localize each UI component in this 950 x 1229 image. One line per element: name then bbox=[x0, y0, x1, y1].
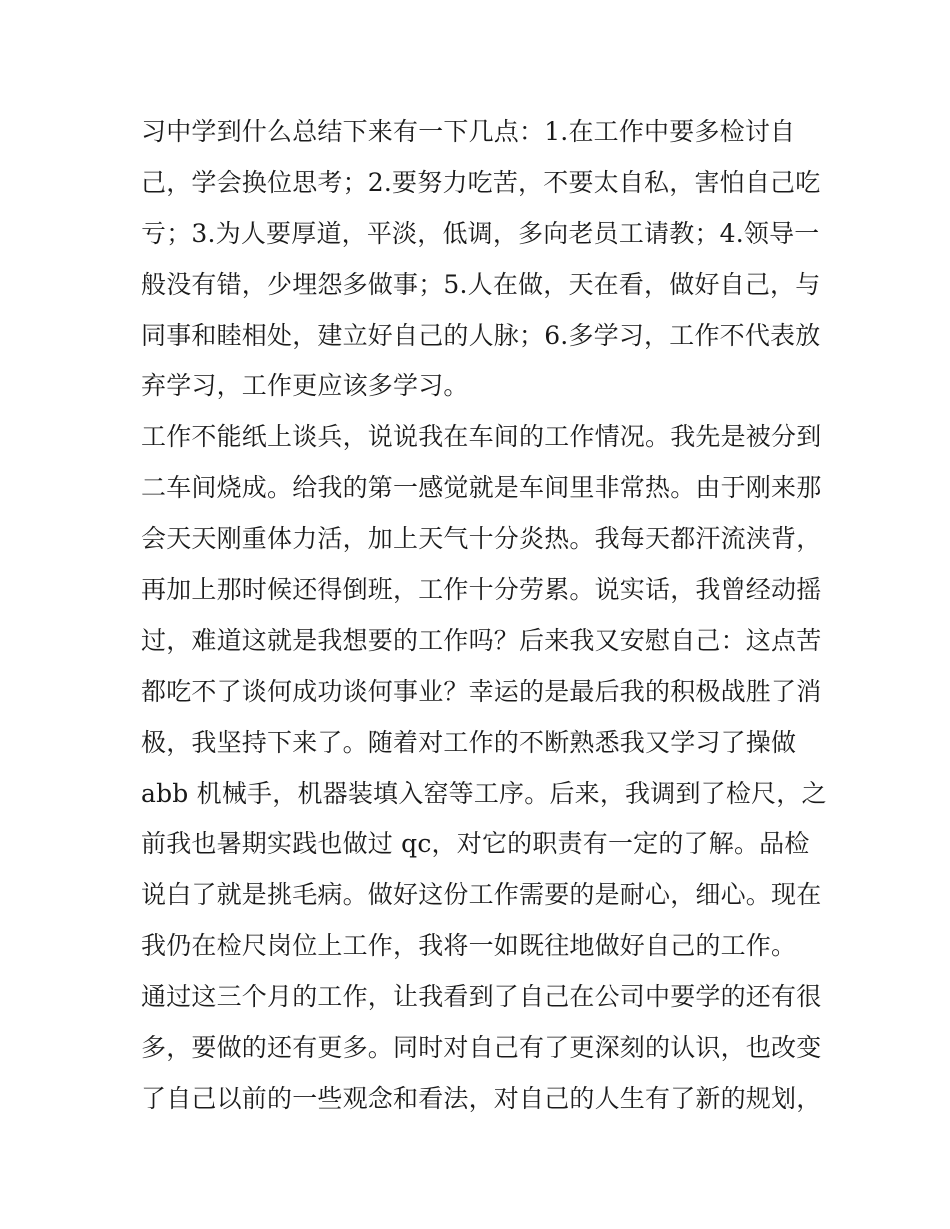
text-line: 前我也暑期实践也做过 qc，对它的职责有一定的了解。品检 bbox=[141, 829, 810, 859]
text-line: 会天天刚重体力活，加上天气十分炎热。我每天都汗流浃背， bbox=[141, 524, 822, 554]
text-line: 过，难道这就是我想要的工作吗？后来我又安慰自己：这点苦 bbox=[141, 625, 822, 655]
text-line: 般没有错，少埋怨多做事；5.人在做，天在看，做好自己，与 bbox=[141, 269, 821, 299]
text-line: 我仍在检尺岗位上工作，我将一如既往地做好自己的工作。 bbox=[141, 931, 797, 961]
text-line: 习中学到什么总结下来有一下几点：1.在工作中要多检讨自 bbox=[141, 117, 796, 146]
text-line: abb 机械手，机器装填入窑等工序。后来，我调到了检尺，之 bbox=[141, 778, 827, 808]
text-line: 极，我坚持下来了。随着对工作的不断熟悉我又学习了操做 bbox=[141, 727, 797, 757]
text-line: 同事和睦相处，建立好自己的人脉；6.多学习，工作不代表放 bbox=[141, 320, 821, 350]
text-line: 通过这三个月的工作，让我看到了自己在公司中要学的还有很 bbox=[141, 982, 822, 1012]
text-line: 多，要做的还有更多。同时对自己有了更深刻的认识，也改变 bbox=[141, 1033, 822, 1063]
text-line: 二车间烧成。给我的第一感觉就是车间里非常热。由于刚来那 bbox=[141, 473, 822, 503]
text-line: 再加上那时候还得倒班，工作十分劳累。说实话，我曾经动摇 bbox=[141, 575, 822, 605]
text-line: 了自己以前的一些观念和看法，对自己的人生有了新的规划， bbox=[141, 1083, 822, 1113]
text-line: 都吃不了谈何成功谈何事业？幸运的是最后我的积极战胜了消 bbox=[141, 676, 822, 706]
text-line: 弃学习，工作更应该多学习。 bbox=[141, 371, 469, 401]
text-line: 亏；3.为人要厚道，平淡，低调，多向老员工请教；4.领导一 bbox=[141, 218, 820, 248]
text-line: 工作不能纸上谈兵，说说我在车间的工作情况。我先是被分到 bbox=[141, 422, 822, 452]
text-line: 说白了就是挑毛病。做好这份工作需要的是耐心，细心。现在 bbox=[141, 880, 822, 910]
body-text bbox=[141, 107, 827, 1125]
text-line: 己，学会换位思考；2.要努力吃苦，不要太自私，害怕自己吃 bbox=[141, 167, 821, 197]
